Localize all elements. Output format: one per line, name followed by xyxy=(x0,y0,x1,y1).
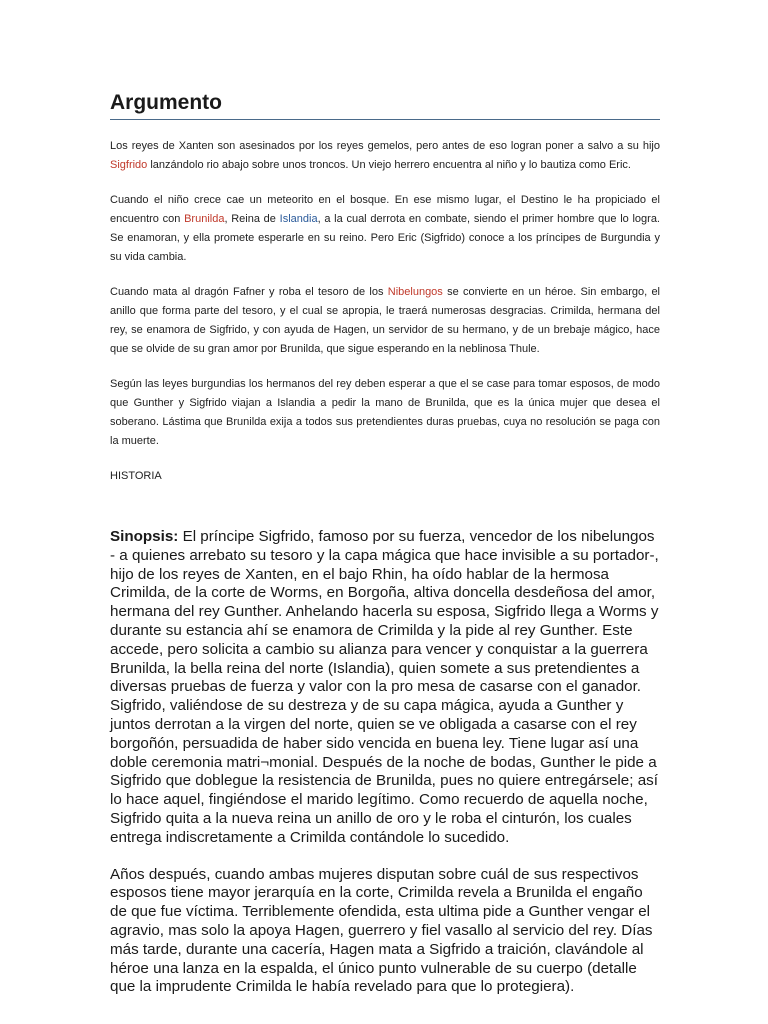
sinopsis-label: Sinopsis: xyxy=(110,528,179,545)
paragraph-3-text-post: se convierte en un héroe. Sin embargo, el anillo que forma parte del tesoro, y el cual se apropia, le traerá numerosas desgracias. Crimilda, hermana del rey, se enamora de Sigfrido, y con ayuda de Hagen, un servidor de su hermano, y de un brebaje mágico, hace que se olvide de su gran amor por Brunilda, que sigue esperando en la neblinosa Thule. xyxy=(110,286,660,355)
paragraph-2-text-pre: Cuando el niño crece cae un meteorito en el bosque. En ese mismo lugar, el Destino le ha propiciado el encuentro con xyxy=(110,194,660,225)
paragraph-1 xyxy=(110,137,660,175)
sinopsis-text: El príncipe Sigfrido, famoso por su fuerza, vencedor de los nibelungos - a quienes arrebato su tesoro y la capa mágica que hace invisible a su portador-, hijo de los reyes de Xanten, en el bajo Rhin, ha oído hablar de la hermosa Crimilda, de la corte de Worms, en Borgoña, altiva doncella desdeñosa del amor, hermana del rey Gunther. Anhelando hacerla su esposa, Sigfrido llega a Worms y durante su estancia ahí se enamora de Crimilda y la pide al rey Gunther. Este accede, pero solicita a cambio su alianza para vencer y conquistar a la guerrera Brunilda, la bella reina del norte (Islandia), quien somete a sus pretendientes a diversas pruebas de fuerza y valor con la pro mesa de casarse con el ganador. Sigfrido, valiéndose de su destreza y de su capa mágica, ayuda a Gunther y juntos derrotan a la virgen del norte, quien se ve obligada a casarse con el rey borgoñón, persuadida de haber sido vencida en buena ley. Tiene lugar así una doble ceremonia matri¬monial. Después de la noche de bodas, Gunther le pide a Sigfrido que doblegue la resistencia de Brunilda, pues no quiere entregársele; así lo hace aquel, fingiéndose el marido legítimo. Como recuerdo de aquella noche, Sigfrido quita a la nueva reina un anillo de oro y le roba el cinturón, los cuales entrega indiscretamente a Crimilda contándole lo sucedido. xyxy=(110,528,659,846)
link-nibelungos[interactable]: Nibelungos xyxy=(387,286,443,298)
paragraph-1-text-pre: Los reyes de Xanten son asesinados por los reyes gemelos, pero antes de eso logran poner a salvo a su hijo xyxy=(110,140,660,152)
paragraph-3 xyxy=(110,283,660,359)
paragraph-4: Según las leyes burgundias los hermanos del rey deben esperar a que el se case para tomar esposos, de modo que Gunther y Sigfrido viajan a Islandia a pedir la mano de Brunilda, que es la única mujer que desea el soberano. Lástima que Brunilda exija a todos sus pretendientes duras pruebas, cuya no resolución se paga con la muerte. xyxy=(110,378,660,447)
section-label-historia: HISTORIA xyxy=(110,470,162,482)
paragraph-2-text-post: , a la cual derrota en combate, siendo el primer hombre que lo logra. Se enamoran, y ella promete esperarle en su reino. Pero Eric (Sigfrido) conoce a los príncipes de Burgundia y su vida cambia. xyxy=(110,213,660,263)
link-sigfrido[interactable]: Sigfrido xyxy=(110,159,148,171)
paragraph-2 xyxy=(110,191,660,267)
link-brunilda[interactable]: Brunilda xyxy=(184,213,225,225)
page-title: Argumento xyxy=(110,88,660,120)
sinopsis-paragraph xyxy=(110,528,660,848)
link-islandia[interactable]: Islandia xyxy=(279,213,318,225)
paragraph-2-text-mid: , Reina de xyxy=(224,213,280,225)
paragraph-3-text-pre: Cuando mata al dragón Fafner y roba el tesoro de los xyxy=(110,286,388,298)
paragraph-7: Años después, cuando ambas mujeres disputan sobre cuál de sus respectivos esposos tiene mayor jerarquía en la corte, Crimilda revela a Brunilda el engaño de que fue víctima. Terriblemente ofendida, esta ultima pide a Gunther vengar el agravio, mas solo la apoya Hagen, guerrero y fiel vasallo al servicio del rey. Días más tarde, durante una cacería, Hagen mata a Sigfrido a traición, clavándole al héroe una lanza en la espalda, el único punto vulnerable de su cuerpo (detalle que la imprudente Crimilda le había revelado para que lo protegiera). xyxy=(110,865,653,996)
document-page xyxy=(110,88,660,997)
paragraph-1-text-post: lanzándolo rio abajo sobre unos troncos. Un viejo herrero encuentra al niño y lo bautiza como Eric. xyxy=(147,159,631,171)
